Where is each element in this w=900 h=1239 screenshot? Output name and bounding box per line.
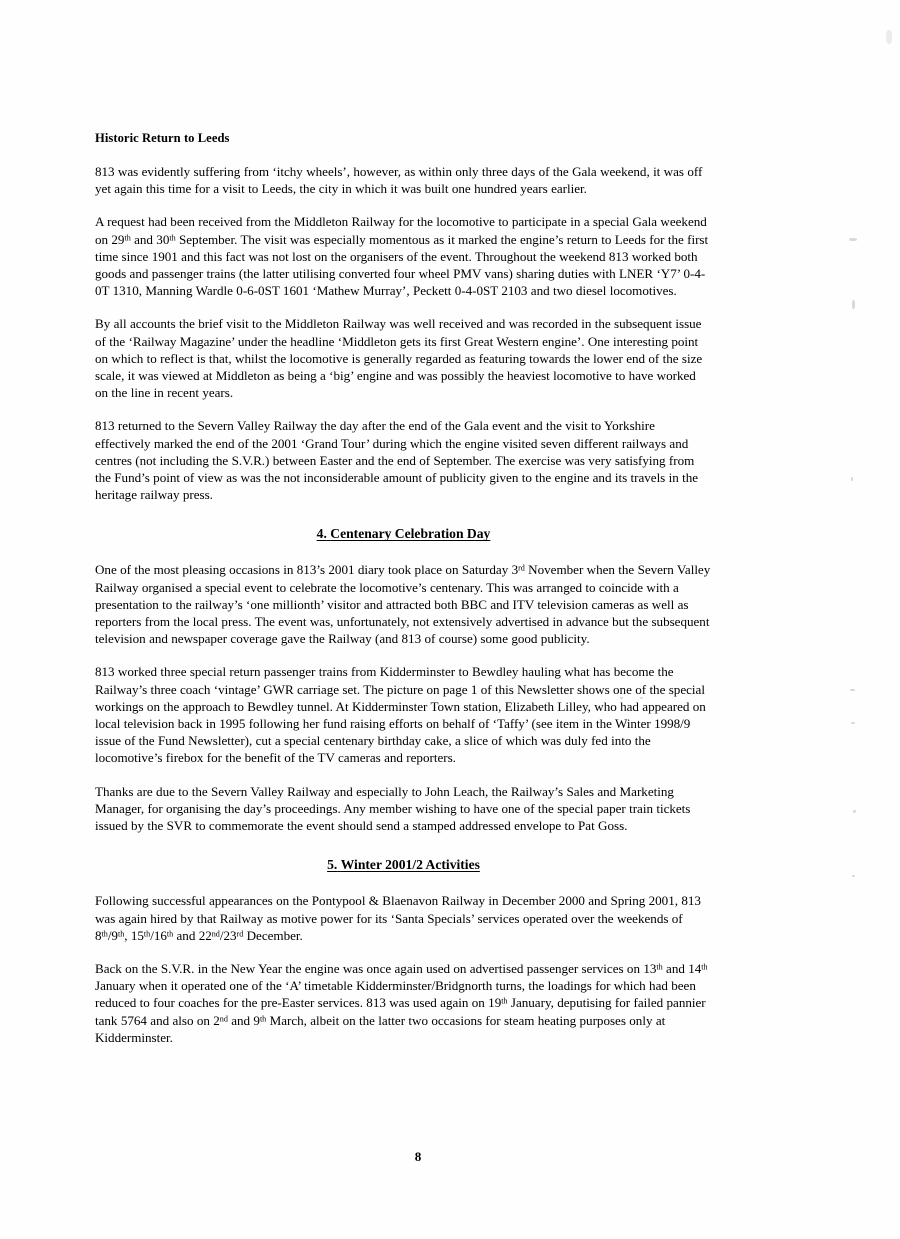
ordinal-suffix: th (101, 928, 108, 938)
ordinal-suffix: th (117, 928, 125, 938)
paragraph-itchy-wheels: 813 was evidently suffering from ‘itchy wheels’, however, as within only three days of the Gala weekend, it was off yet again this time for a visit to Leeds, the city in which it was built one hundred years earlier. (95, 164, 703, 197)
subheading-historic-return-to-leeds: Historic Return to Leeds (95, 131, 230, 145)
paragraph-railway-magazine: By all accounts the brief visit to the Middleton Railway was well received and was recorded in the subsequent issue of the ‘Railway Magazine’ under the headline ‘Middleton gets its first Great Western engine’. One interesting point on which to reflect is that, whilst the locomotive is generally regarded as featuring towards the lower end of the size scale, it was viewed at Middleton as being a ‘big’ engine and was possibly the heaviest locomotive to have worked on the line in recent years. (95, 316, 703, 401)
text-run: /16 (150, 927, 167, 943)
scan-artifact (850, 689, 855, 691)
text-run: December. (243, 927, 303, 943)
page-number: 8 (414, 1149, 422, 1164)
text-run: and 30 (130, 231, 170, 247)
section-number: 4. (316, 526, 327, 542)
ordinal-suffix: th (124, 232, 131, 242)
ordinal-suffix: nd (211, 928, 220, 938)
text-run: March, albeit on the latter two occasions for steam heating purposes only at Kidderminster. (95, 1012, 666, 1045)
section-number: 5. (327, 857, 338, 873)
ordinal-suffix: nd (219, 1013, 228, 1023)
scan-artifact (852, 875, 855, 877)
scan-artifact (852, 300, 855, 309)
paragraph-new-year (95, 960, 712, 1046)
text-run: November when the Severn Valley Railway organised a special event to celebrate the locomotive’s centenary. This was arranged to coincide with a presentation to the railway’s ‘one millionth’ visitor and attracted both BBC and ITV television cameras as well as reporters from the local press. The event was, unfortunately, not extensively advertised in advance but the subsequent television and newspaper coverage gave the Railway (and 813 of course) some good publicity. (95, 562, 711, 647)
ordinal-suffix: th (501, 996, 508, 1006)
section-heading-winter-activities (95, 856, 712, 873)
paragraph-santa-specials (95, 892, 712, 944)
text-run: /23 (219, 927, 237, 943)
text-run: January, deputising for failed pannier tank 5764 and also on 2 (95, 995, 706, 1028)
paragraph-thanks: Thanks are due to the Severn Valley Railway and especially to John Leach, the Railway’s Sales and Marketing Manager, for organising the day’s proceedings. Any member wishing to have one of the special paper train tickets issued by the SVR to commemorate the event should send a stamped addressed envelope to Pat Goss. (95, 783, 691, 834)
text-run: A request had been received from the Middleton Railway for the locomotive to participate in a special Gala weekend on 29 (95, 214, 707, 247)
scan-artifact (851, 722, 855, 724)
ordinal-suffix: th (166, 928, 174, 938)
text-run: One of the most pleasing occasions in 813’s 2001 diary took place on Saturday 3 (95, 562, 519, 578)
text-run: Following successful appearances on the Pontypool & Blaenavon Railway in December 2000 and Spring 2001, 813 was again hired by that Railway as motive power for its ‘Santa Specials’ services operated over the weekends of 8 (95, 893, 701, 943)
ordinal-suffix: th (701, 962, 708, 972)
section-title: Centenary Celebration Day (330, 526, 491, 542)
ordinal-suffix: rd (236, 928, 244, 938)
ordinal-suffix: th (259, 1013, 267, 1023)
text-run: , 15 (124, 927, 144, 943)
text-run: January when it operated one of the ‘A’ timetable Kidderminster/Bridgnorth turns, the loadings for which had been reduced to four coaches for the pre-Easter services. 813 was used again on 19 (95, 978, 696, 1011)
section-heading-centenary-celebration-day (95, 525, 712, 542)
text-run: September. The visit was especially momentous as it marked the engine’s return to Leeds for the first time since 1901 and this fact was not lost on the organisers of the event. Throughout the weekend 813 worked both goods and passenger trains (the latter utilising converted four wheel PMV vans) sharing duties with LNER ‘Y7’ 0-4-0T 1310, Manning Wardle 0-6-0ST 1601 ‘Mathew Murray’, Peckett 0-4-0ST 2103 and two diesel locomotives. (95, 231, 709, 299)
ordinal-suffix: th (656, 962, 663, 972)
text-run: and 14 (662, 960, 702, 976)
paragraph-grand-tour: 813 returned to the Severn Valley Railway the day after the end of the Gala event and the visit to Yorkshire effectively marked the end of the 2001 ‘Grand Tour’ during which the engine visited seven different railways and centres (not including the S.V.R.) between Easter and the end of September. The exercise was very satisfying from the Fund’s point of view as was the not inconsiderable amount of publicity given to the engine and its travels in the heritage railway press. (95, 418, 699, 503)
scan-artifact (851, 477, 853, 481)
scan-artifact (853, 810, 856, 813)
text-run: and 22 (173, 927, 212, 943)
ordinal-suffix: th (169, 232, 176, 242)
scan-artifact (849, 238, 857, 241)
section-title: Winter 2001/2 Activities (340, 857, 480, 873)
paragraph-three-specials: 813 worked three special return passenger trains from Kidderminster to Bewdley hauling what has become the Railway’s three coach ‘vintage’ GWR carriage set. The picture on page 1 of this Newsletter shows one of the special workings on the approach to Bewdley tunnel. At Kidderminster Town station, Elizabeth Lilley, who had appeared on local television back in 1995 following her fund raising efforts on behalf of ‘Taffy’ (see item in the Winter 1998/9 issue of the Fund Newsletter), cut a special centenary birthday cake, a slice of which was duly fed into the locomotive’s firebox for the benefit of the TV cameras and reporters. (95, 664, 706, 766)
paragraph-centenary-occasion (95, 561, 712, 647)
ordinal-suffix: rd (518, 563, 525, 573)
paragraph-middleton-request (95, 213, 712, 299)
text-run: Back on the S.V.R. in the New Year the engine was once again used on advertised passenger services on 13 (95, 960, 657, 976)
text-run: /9 (107, 927, 118, 943)
ordinal-suffix: th (143, 928, 151, 938)
scan-artifact (886, 30, 892, 44)
text-run: and 9 (227, 1012, 260, 1028)
document-body (95, 130, 712, 1062)
